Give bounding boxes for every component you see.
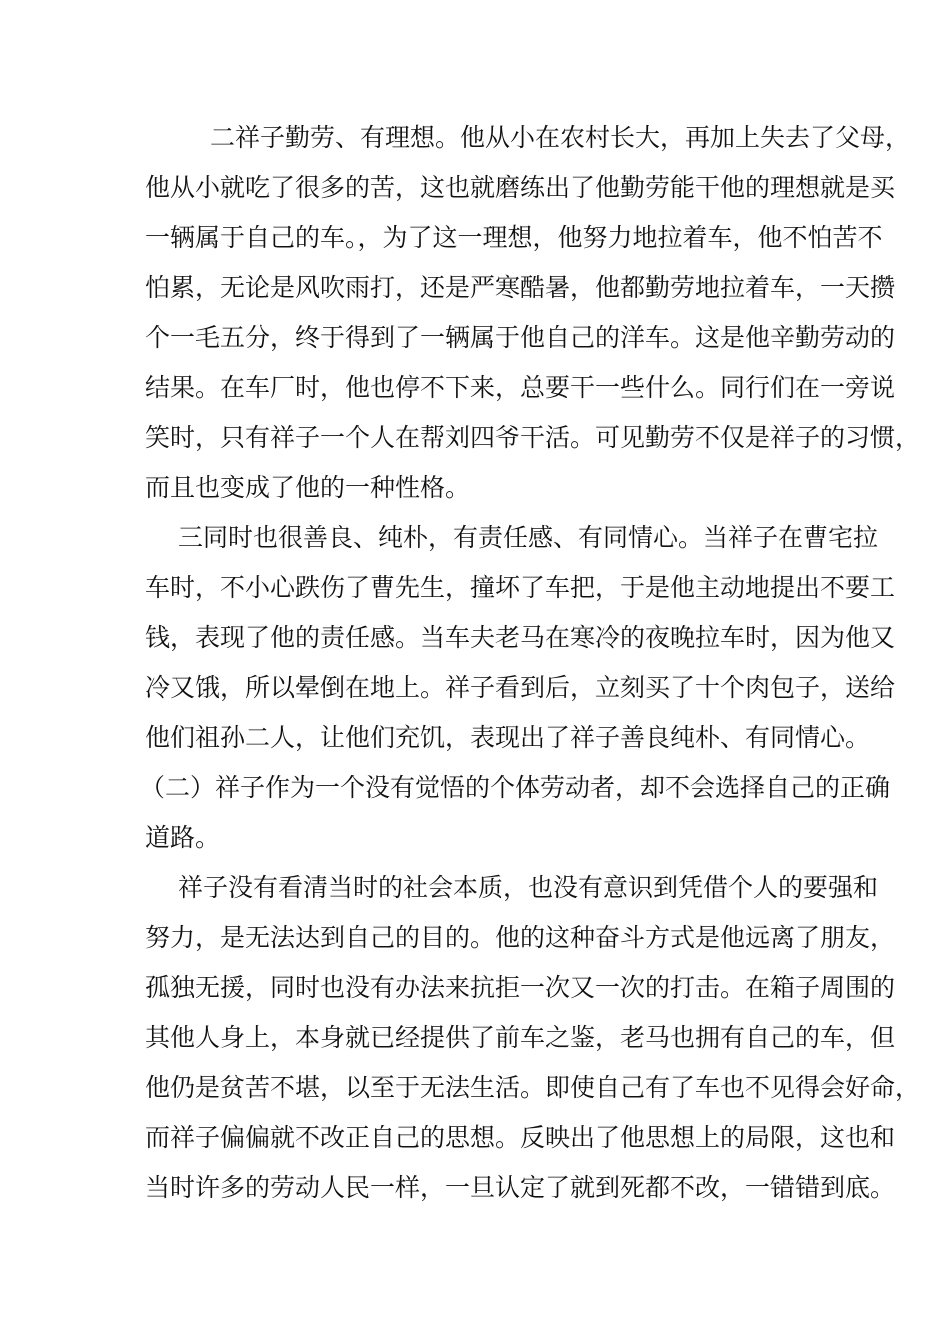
paragraph-2-line-4: 冷又饿，所以晕倒在地上。祥子看到后，立刻买了十个肉包子，送给 [145, 673, 896, 702]
paragraph-1-line-1: 二祥子勤劳、有理想。他从小在农村长大，再加上失去了父母， [210, 123, 911, 152]
paragraph-1-line-6: 结果。在车厂时，他也停不下来，总要干一些什么。同行们在一旁说 [145, 373, 896, 402]
paragraph-4-line-5: 他仍是贫苦不堪，以至于无法生活。即使自己有了车也不见得会好命， [145, 1073, 921, 1102]
section-heading-line-1: （二）祥子作为一个没有觉悟的个体劳动者，却不会选择自己的正确 [140, 773, 891, 802]
paragraph-4-line-6: 而祥子偏偏就不改正自己的思想。反映出了他思想上的局限，这也和 [145, 1123, 896, 1152]
paragraph-2-line-1: 三同时也很善良、纯朴，有责任感、有同情心。当祥子在曹宅拉 [178, 523, 879, 552]
paragraph-1-line-2: 他从小就吃了很多的苦，这也就磨练出了他勤劳能干他的理想就是买 [145, 173, 896, 202]
paragraph-4-line-3: 孤独无援，同时也没有办法来抗拒一次又一次的打击。在箱子周围的 [145, 973, 896, 1002]
paragraph-4-line-2: 努力，是无法达到自己的目的。他的这种奋斗方式是他远离了朋友， [145, 923, 896, 952]
paragraph-2-line-5: 他们祖孙二人，让他们充饥，表现出了祥子善良纯朴、有同情心。 [145, 723, 871, 752]
paragraph-2-line-3: 钱，表现了他的责任感。当车夫老马在寒冷的夜晚拉车时，因为他又 [145, 623, 896, 652]
paragraph-1-line-8: 而且也变成了他的一种性格。 [145, 473, 471, 502]
paragraph-1-line-3: 一辆属于自己的车。，为了这一理想，他努力地拉着车，他不怕苦不 [145, 223, 883, 252]
paragraph-2-line-2: 车时，不小心跌伤了曹先生，撞坏了车把，于是他主动地提出不要工 [145, 573, 896, 602]
paragraph-1-line-7: 笑时，只有祥子一个人在帮刘四爷干活。可见勤劳不仅是祥子的习惯， [145, 423, 921, 452]
section-heading-line-2: 道路。 [145, 823, 221, 852]
paragraph-4-line-1: 祥子没有看清当时的社会本质，也没有意识到凭借个人的要强和 [178, 873, 879, 902]
paragraph-4-line-7: 当时许多的劳动人民一样，一旦认定了就到死都不改，一错错到底。 [145, 1173, 896, 1202]
paragraph-1-line-5: 个一毛五分，终于得到了一辆属于他自己的洋车。这是他辛勤劳动的 [145, 323, 896, 352]
paragraph-4-line-4: 其他人身上，本身就已经提供了前车之鉴，老马也拥有自己的车，但 [145, 1023, 896, 1052]
paragraph-1-line-4: 怕累，无论是风吹雨打，还是严寒酷暑，他都勤劳地拉着车，一天攒 [145, 273, 896, 302]
